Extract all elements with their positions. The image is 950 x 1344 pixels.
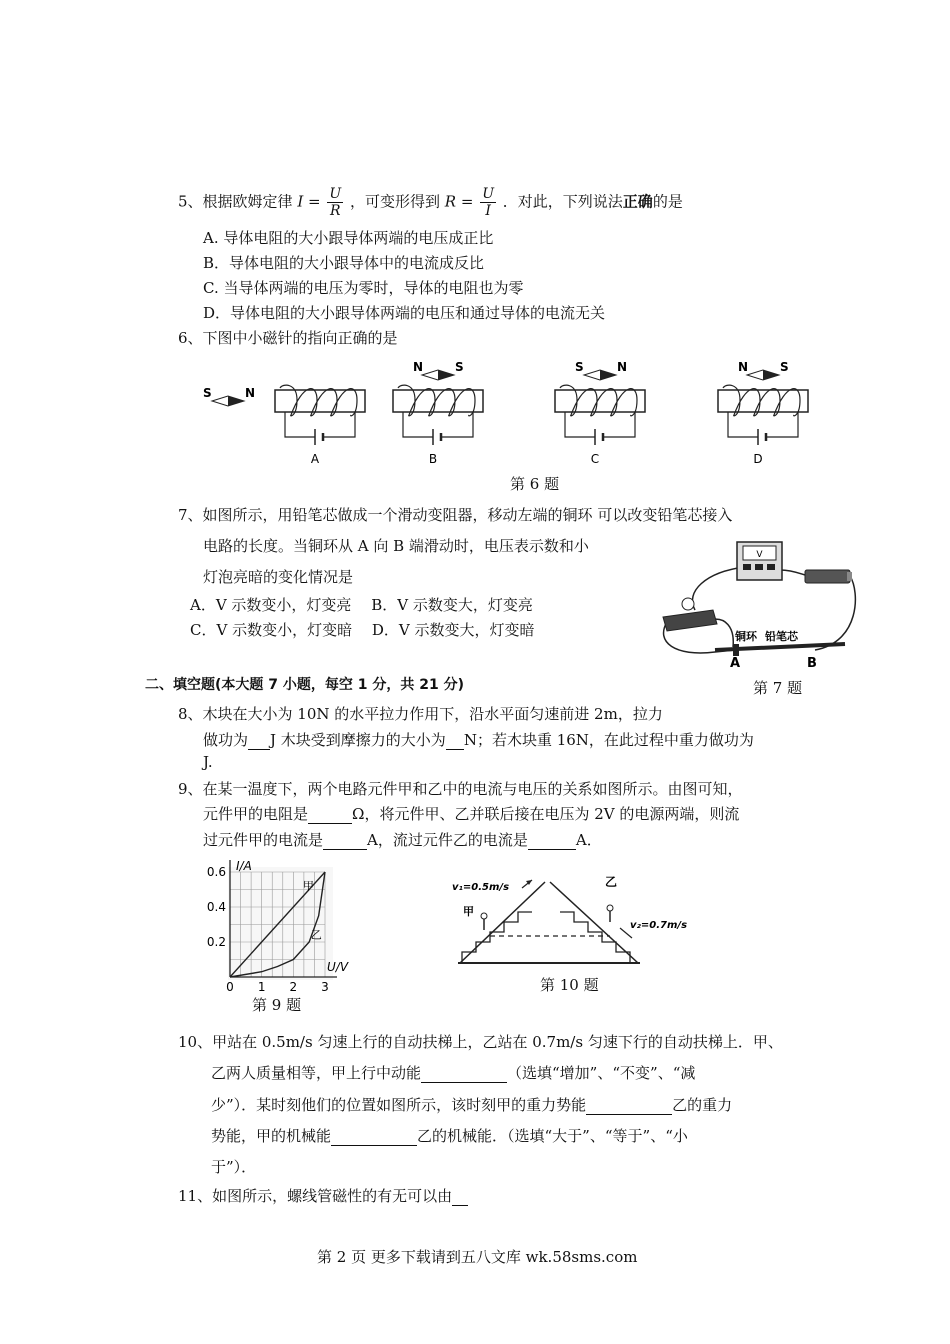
q7-caption: 第 7 题 (753, 679, 803, 697)
q8-line2c: N；若木块重 16N，在此过程中重力做功为 (463, 731, 754, 749)
panel-letter: B (428, 452, 438, 466)
q5-stem (178, 186, 683, 219)
q9-chart (200, 855, 360, 1000)
left-pole-label: N (738, 360, 749, 374)
q7-line3: 灯泡亮暗的变化情况是 (203, 568, 354, 586)
compass-needle-dark (763, 370, 779, 380)
q6-caption: 第 6 题 (510, 475, 560, 493)
q5-suffix: ．对此，下列说法 (502, 192, 623, 211)
q9-line3a: 过元件甲的电流是 (203, 831, 324, 849)
q6-panel-d (718, 360, 808, 466)
q10-blank-3[interactable] (331, 1127, 417, 1146)
left-pole-label: S (203, 386, 212, 400)
q8-line2a: 做功为 (203, 731, 249, 749)
q10-caption: 第 10 题 (540, 976, 599, 994)
v2-label: v₂=0.7m/s (630, 920, 688, 931)
q10-line1: 10、甲站在 0.5m/s 匀速上行的自动扶梯上，乙站在 0.7m/s 匀速下行的自动扶梯上．甲、 (178, 1033, 783, 1051)
battery (805, 570, 850, 583)
lamp-base (663, 610, 717, 631)
solenoid-core (555, 390, 645, 412)
right-pole-label: N (245, 386, 256, 400)
q9-line2b: Ω，将元件甲、乙并联后接在电压为 2V 的电源两端，则流 (352, 805, 740, 823)
q7-line2: 电路的长度。当铜环从 A 向 B 端滑动时，电压表示数和小 (203, 537, 589, 555)
x-tick-label: 1 (257, 980, 266, 994)
y-axis-label: I/A (236, 859, 252, 873)
q5-option-d: D．导体电阻的大小跟导体两端的电压和通过导体的电流无关 (203, 304, 606, 322)
solenoid-core (718, 390, 808, 412)
x-tick-label: 2 (289, 980, 298, 994)
q10-line3 (211, 1094, 732, 1115)
q9-blank-1[interactable] (308, 805, 352, 824)
q5-formula1-lhs: I = (297, 192, 321, 211)
q5-suffix-end: 的是 (652, 192, 683, 211)
q9-line3b: A，流过元件乙的电流是 (367, 831, 528, 849)
point-b: B (807, 656, 817, 671)
q5-option-c: C. 当导体两端的电压为零时，导体的电阻也为零 (203, 279, 524, 297)
label-yi: 乙 (605, 875, 618, 889)
left-pole-label: S (575, 360, 584, 374)
q8-line3: J. (203, 753, 213, 771)
q10-line3a: 少”）．某时刻他们的位置如图所示，该时刻甲的重力势能 (211, 1096, 587, 1114)
q5-f2-den: I (485, 203, 491, 219)
q10-blank-1[interactable] (421, 1064, 507, 1083)
q9-line1: 9、在某一温度下，两个电路元件甲和乙中的电流与电压的关系如图所示。由图可知， (178, 780, 743, 798)
q9-blank-2[interactable] (323, 831, 367, 850)
circuit-wire (565, 412, 635, 437)
x-tick-label: 0 (226, 980, 234, 994)
q7-line1: 7、如图所示，用铅笔芯做成一个滑动变阻器，移动左端的铜环 可以改变铅笔芯接入 (178, 506, 733, 524)
right-pole-label: N (617, 360, 628, 374)
q9-line3c: A． (575, 831, 602, 849)
voltmeter-label: V (756, 550, 763, 560)
q9-line3 (203, 829, 602, 850)
q8-line1: 8、木块在大小为 10N 的水平拉力作用下，沿水平面匀速前进 2m，拉力 (178, 705, 663, 723)
q9-line2 (203, 803, 739, 824)
q5-f1-num: U (329, 186, 342, 202)
q6-stem: 6、下图中小磁针的指向正确的是 (178, 329, 398, 347)
person-jia (481, 913, 487, 930)
q5-suffix-bold: 正确 (622, 192, 653, 211)
q11-stem (178, 1185, 468, 1206)
panel-letter: C (590, 452, 600, 466)
q10-line2a: 乙两人质量相等，甲上行中动能 (211, 1064, 422, 1082)
circuit-wire (285, 412, 355, 437)
q6-panel-b (393, 360, 483, 466)
label-jia: 甲 (463, 905, 474, 918)
q5-option-a: A. 导体电阻的大小跟导体两端的电压成正比 (203, 229, 494, 247)
q8-line2 (203, 729, 754, 750)
q7-figure (655, 532, 865, 672)
lamp-bulb (682, 598, 694, 610)
series-label-jia: 甲 (302, 879, 314, 893)
left-pole-label: N (413, 360, 424, 374)
q8-blank-2[interactable] (446, 731, 464, 750)
x-tick-label: 3 (321, 980, 329, 994)
compass-needle-dark (600, 370, 616, 380)
q10-figure (450, 870, 690, 970)
q7-options-row2: C．V 示数变小，灯变暗 D．V 示数变大，灯变暗 (190, 621, 535, 639)
pencil-label: 铅笔芯 (765, 630, 798, 643)
solenoid-core (275, 390, 365, 412)
q9-caption: 第 9 题 (252, 996, 302, 1014)
page-footer: 第 2 页 更多下载请到五八文库 wk.58sms.com (317, 1248, 638, 1266)
q7-options-row1: A．V 示数变小，灯变亮 B．V 示数变大，灯变亮 (190, 596, 533, 614)
q5-f1-den: R (330, 203, 341, 219)
right-pole-label: S (455, 360, 464, 374)
y-tick-label: 0.2 (206, 935, 226, 949)
q8-blank-1[interactable] (248, 731, 270, 750)
q9-line2a: 元件甲的电阻是 (203, 805, 309, 823)
q5-formula2-fraction (480, 186, 496, 219)
q11-blank-1[interactable] (452, 1187, 468, 1206)
panel-letter: A (310, 452, 320, 466)
solenoid-core (393, 390, 483, 412)
q10-line4 (211, 1125, 688, 1146)
v1-label: v₁=0.5m/s (452, 882, 510, 893)
q5-formula2-lhs: R = (444, 192, 474, 211)
q9-blank-3[interactable] (528, 831, 576, 850)
q5-option-b: B．导体电阻的大小跟导体中的电流成反比 (203, 254, 485, 272)
copper-ring (733, 644, 739, 656)
y-tick-label: 0.4 (206, 900, 226, 914)
q5-prefix: 5、根据欧姆定律 (178, 192, 293, 211)
right-pole-label: S (780, 360, 789, 374)
series-label-yi: 乙 (310, 928, 322, 942)
section2-title: 二、填空题(本大题 7 小题，每空 1 分，共 21 分) (145, 677, 465, 693)
y-tick-label: 0.6 (206, 865, 226, 879)
circuit-wire (403, 412, 473, 437)
q10-blank-2[interactable] (586, 1096, 672, 1115)
q10-line4b: 乙的机械能．（选填“大于”、“等于”、“小 (417, 1127, 688, 1145)
compass-needle-dark (228, 396, 244, 406)
q10-line2 (211, 1062, 695, 1083)
q5-mid: ，可变形得到 (349, 192, 440, 211)
q10-line5: 于”）． (211, 1158, 257, 1176)
point-a: A (730, 656, 741, 671)
q10-line4a: 势能，甲的机械能 (211, 1127, 332, 1145)
ring-label: 铜环 (735, 630, 757, 643)
circuit-wire (728, 412, 798, 437)
q6-panel-a (203, 385, 365, 466)
escalator-up (460, 882, 545, 963)
q10-line3b: 乙的重力 (672, 1096, 733, 1114)
person-yi (607, 905, 613, 922)
q11-text: 11、如图所示，螺线管磁性的有无可以由 (178, 1187, 453, 1205)
q6-figure (200, 355, 860, 470)
panel-letter: D (753, 452, 763, 466)
escalator-down (550, 882, 638, 963)
q5-formula1-fraction (327, 186, 343, 219)
x-axis-label: U/V (327, 960, 349, 974)
q6-panel-c (555, 360, 645, 466)
q8-line2b: J 木块受到摩擦力的大小为 (270, 731, 446, 749)
q10-line2b: （选填“增加”、“不变”、“减 (507, 1064, 696, 1082)
compass-needle-dark (438, 370, 454, 380)
q5-f2-num: U (482, 186, 494, 202)
chart-bg (228, 867, 333, 980)
